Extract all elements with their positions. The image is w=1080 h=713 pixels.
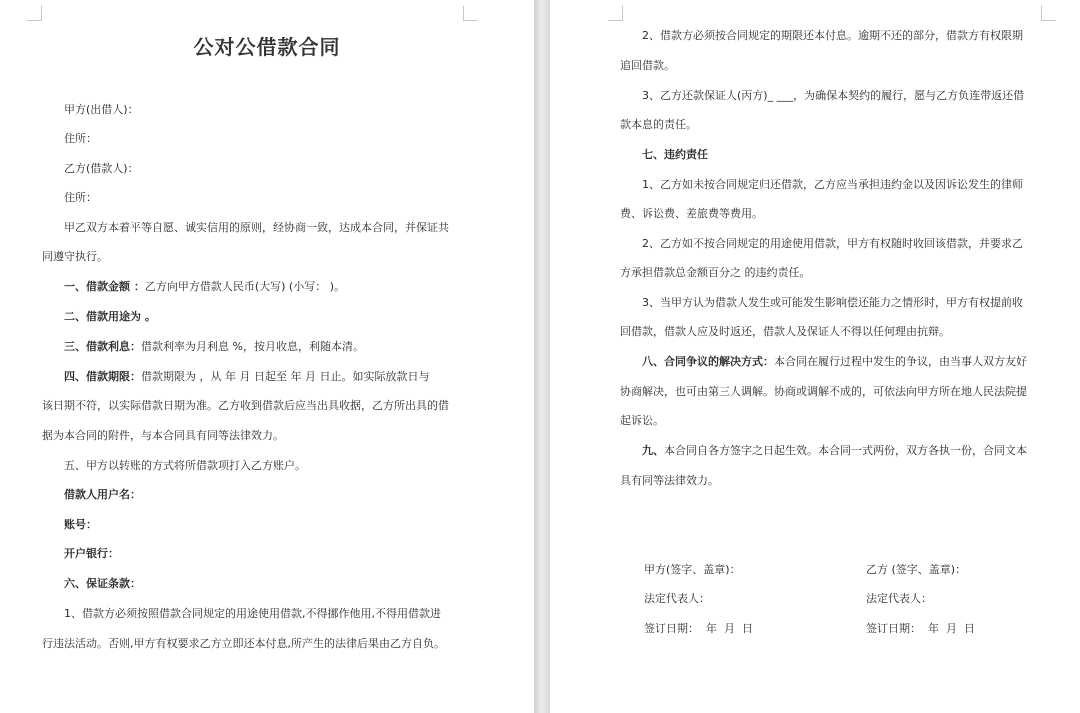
section-9-text: 具有同等法律效力。 [620, 474, 719, 487]
section-2-heading: 二、借款用途为 。 [64, 310, 156, 323]
section-7-clause-3: 回借款，借款人应及时返还，借款人及保证人不得以任何理由抗辩。 [620, 325, 950, 338]
signature-party-b: 乙方 (签字、盖章)： [866, 563, 967, 576]
sign-date-party-b: 签订日期： 年 月 日 [866, 622, 975, 635]
party-b-address: 住所： [64, 191, 97, 204]
page-gutter [534, 0, 550, 713]
section-8-dispute [642, 354, 1027, 370]
section-6-clause-3: 款本息的责任。 [620, 118, 697, 131]
section-7-clause-3: 3、当甲方认为借款人发生或可能发生影响偿还能力之情形时，甲方有权提前收 [642, 296, 1023, 309]
section-8-text: 协商解决，也可由第三人调解。协商或调解不成的，可依法向甲方所在地人民法院提 [620, 385, 1027, 398]
document-page-left [0, 0, 534, 713]
party-a-label: 甲方(出借人)： [64, 103, 139, 116]
bank-label: 开户银行： [64, 547, 119, 560]
margin-corner-mark [1041, 6, 1056, 21]
section-5-transfer: 五、甲方以转账的方式将所借款项打入乙方账户。 [64, 459, 306, 472]
section-9-heading: 九、 [642, 444, 664, 457]
section-6-clause-1: 1、借款方必须按照借款合同规定的用途使用借款,不得挪作他用,不得用借款进 [64, 607, 441, 620]
section-6-clause-1: 行违法活动。否则,甲方有权要求乙方立即还本付息,所产生的法律后果由乙方自负。 [42, 637, 445, 650]
section-7-clause-2: 方承担借款总金额百分之 的违约责任。 [620, 266, 811, 279]
section-3-heading: 三、借款利息： [64, 340, 141, 353]
section-6-clause-2: 追回借款。 [620, 59, 675, 72]
party-b-label: 乙方(借款人)： [64, 162, 139, 175]
section-9-effect [642, 443, 1027, 459]
section-1-text: 乙方向甲方借款人民币(大写) (小写： )。 [144, 280, 346, 293]
legal-rep-party-b: 法定代表人： [866, 592, 932, 605]
sign-date-party-a: 签订日期： 年 月 日 [644, 622, 753, 635]
margin-corner-mark [463, 6, 478, 21]
section-6-clause-3: 3、乙方还款保证人(丙方)_ ___，为确保本契约的履行，愿与乙方负连带返还借 [642, 89, 1025, 102]
section-7-clause-1: 费、诉讼费、差旅费等费用。 [620, 207, 763, 220]
section-9-text: 本合同自各方签字之日起生效。本合同一式两份，双方各执一份，合同文本 [664, 444, 1027, 457]
section-4-heading: 四、借款期限： [64, 370, 141, 383]
section-1-loan-amount [64, 279, 345, 295]
intro-paragraph: 甲乙双方本着平等自愿、诚实信用的原则，经协商一致，达成本合同，并保证共 [64, 221, 449, 234]
section-6-heading: 六、保证条款： [64, 577, 141, 590]
legal-rep-party-a: 法定代表人： [644, 592, 710, 605]
intro-paragraph: 同遵守执行。 [42, 250, 108, 263]
section-4-text: 据为本合同的附件，与本合同具有同等法律效力。 [42, 429, 284, 442]
section-8-text: 本合同在履行过程中发生的争议，由当事人双方友好 [774, 355, 1027, 368]
section-8-heading: 八、合同争议的解决方式： [642, 355, 774, 368]
document-page-right [550, 0, 1080, 713]
section-6-clause-2: 2、借款方必须按合同规定的期限还本付息。逾期不还的部分，借款方有权限期 [642, 29, 1023, 42]
document-title: 公对公借款合同 [193, 35, 341, 59]
account-name-label: 借款人用户名： [64, 488, 141, 501]
signature-party-a: 甲方(签字、盖章)： [644, 563, 741, 576]
section-4-text: 该日期不符，以实际借款日期为准。乙方收到借款后应当出具收据，乙方所出具的借 [42, 399, 449, 412]
section-3-interest [64, 339, 364, 355]
section-4-term [64, 369, 429, 385]
section-7-clause-2: 2、乙方如不按合同规定的用途使用借款，甲方有权随时收回该借款，并要求乙 [642, 237, 1023, 250]
section-8-text: 起诉讼。 [620, 414, 664, 427]
section-7-clause-1: 1、乙方如未按合同规定归还借款，乙方应当承担违约金以及因诉讼发生的律师 [642, 178, 1023, 191]
party-a-address: 住所： [64, 132, 97, 145]
account-number-label: 账号： [64, 518, 97, 531]
section-1-heading: 一、借款金额 ： [64, 280, 145, 293]
section-4-text: 借款期限为 ，从 年 月 日起至 年 月 日止。如实际放款日与 [141, 370, 430, 383]
margin-corner-mark [608, 6, 623, 21]
section-3-text: 借款利率为月利息 %，按月收息，利随本清。 [141, 340, 364, 353]
margin-corner-mark [27, 6, 42, 21]
section-7-heading: 七、违约责任 [642, 148, 708, 161]
